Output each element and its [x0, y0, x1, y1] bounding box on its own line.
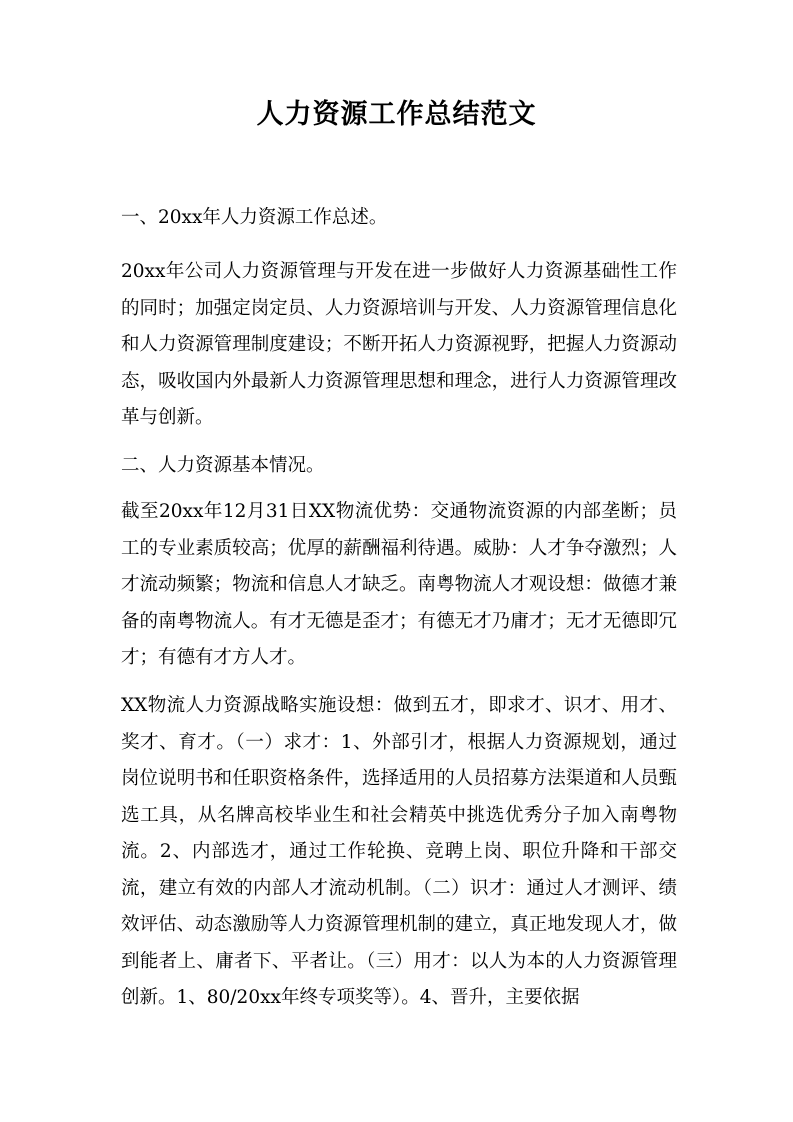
paragraph-basic-situation: 截至20xx年12月31日XX物流优势：交通物流资源的内部垄断；员工的专业素质较高；优厚的薪酬福利待遇。威胁：人才争夺激烈；人才流动频繁；物流和信息人才缺乏。南粤物流人才观设想：做德才兼备的南粤物流人。有才无德是歪才；有德无才乃庸才；无才无德即冗才；有德有才方人才。 — [121, 501, 677, 668]
section-heading-2: 二、人力资源基本情况。 — [121, 455, 325, 476]
paragraph-overview: 20xx年公司人力资源管理与开发在进一步做好人力资源基础性工作的同时；加强定岗定员、人力资源培训与开发、人力资源管理信息化和人力资源管理制度建设；不断开拓人力资源视野，把握人力资源动态，吸收国内外最新人力资源管理思想和理念，进行人力资源管理改革与创新。 — [121, 261, 677, 428]
section-heading-1: 一、20xx年人力资源工作总述。 — [121, 207, 388, 228]
document-title: 人力资源工作总结范文 — [256, 99, 537, 130]
paragraph-strategy: XX物流人力资源战略实施设想：做到五才，即求才、识才、用才、奖才、育才。（一）求才：1、外部引才，根据人力资源规划，通过岗位说明书和任职资格条件，选择适用的人员招募方法渠道和人员甄选工具，从名牌高校毕业生和社会精英中挑选优秀分子加入南粤物流。2、内部选才，通过工作轮换、竞聘上岗、职位升降和干部交流，建立有效的内部人才流动机制。（二）识才：通过人才测评、绩效评估、动态激励等人力资源管理机制的建立，真正地发现人才，做到能者上、庸者下、平者让。（三）用才：以人为本的人力资源管理创新。1、80/20xx年终专项奖等）。4、晋升，主要依据 — [121, 695, 677, 1008]
